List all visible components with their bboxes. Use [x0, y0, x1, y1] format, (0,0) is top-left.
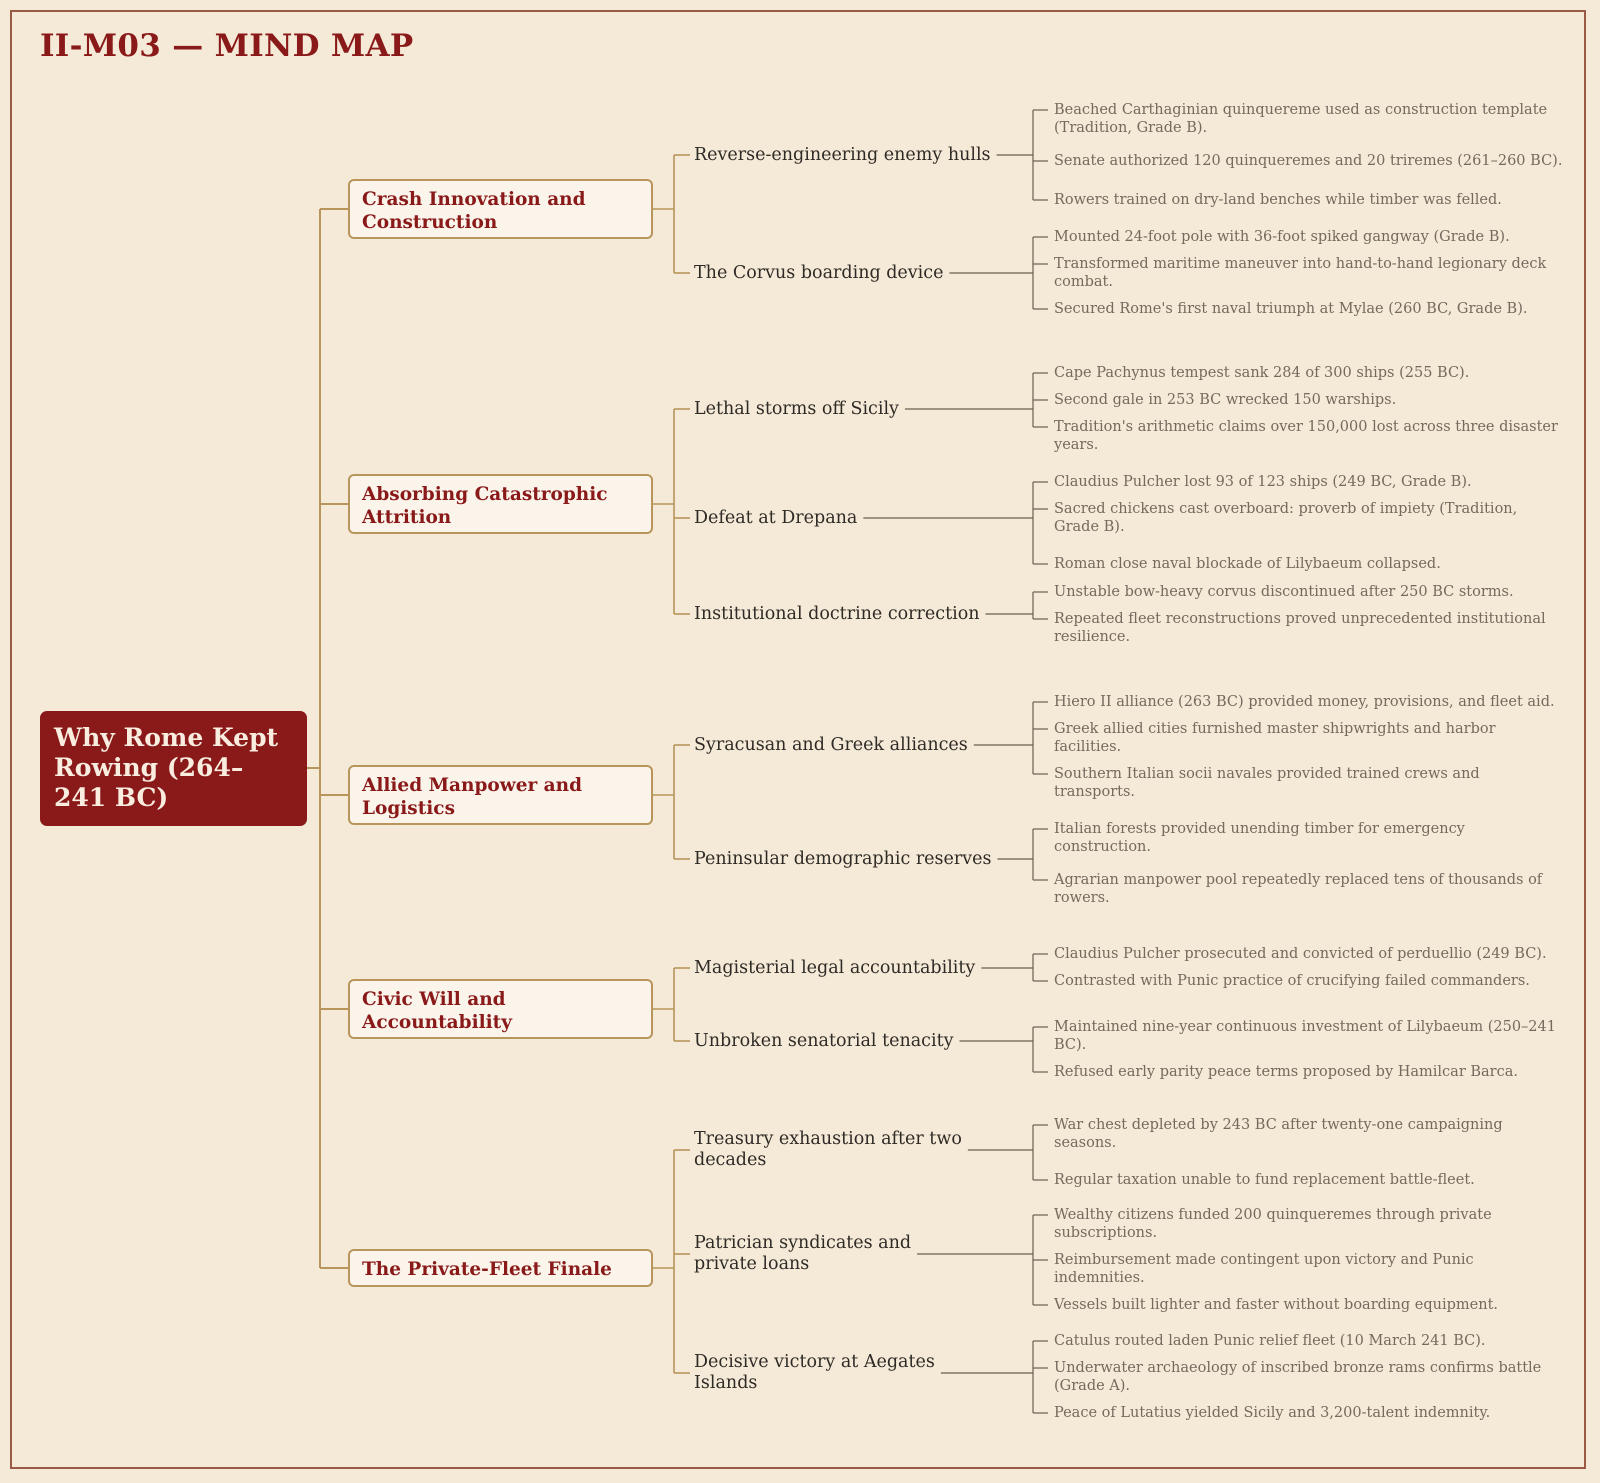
branch-node: Allied Manpower and Logistics: [348, 765, 653, 825]
subtopic-node: Reverse-engineering enemy hulls: [694, 144, 991, 165]
detail-point: Claudius Pulcher lost 93 of 123 ships (249 BC, Grade B).: [1054, 474, 1472, 490]
detail-point: War chest depleted by 243 BC after twenty-one campaigning seasons.: [1054, 1117, 1503, 1151]
detail-point: Beached Carthaginian quinquereme used as construction template (Tradition, Grade B).: [1054, 102, 1548, 136]
detail-point: Catulus routed laden Punic relief fleet (10 March 241 BC).: [1054, 1333, 1486, 1349]
detail-point: Mounted 24-foot pole with 36-foot spiked gangway (Grade B).: [1054, 229, 1510, 245]
detail-point: Unstable bow-heavy corvus discontinued after 250 BC storms.: [1054, 584, 1514, 600]
detail-point: Regular taxation unable to fund replacement battle-fleet.: [1054, 1172, 1475, 1188]
detail-point: Greek allied cities furnished master shipwrights and harbor facilities.: [1054, 721, 1496, 755]
detail-point: Peace of Lutatius yielded Sicily and 3,200-talent indemnity.: [1054, 1405, 1491, 1421]
branch-node: Civic Will and Accountability: [348, 979, 653, 1039]
detail-point: Rowers trained on dry-land benches while timber was felled.: [1054, 192, 1502, 208]
detail-point: Hiero II alliance (263 BC) provided money, provisions, and fleet aid.: [1054, 694, 1555, 710]
branch-node: Absorbing Catastrophic Attrition: [348, 474, 653, 534]
detail-point: Sacred chickens cast overboard: proverb of impiety (Tradition, Grade B).: [1054, 501, 1518, 535]
subtopic-node: Peninsular demographic reserves: [694, 848, 992, 869]
subtopic-node: The Corvus boarding device: [694, 262, 944, 283]
detail-point: Agrarian manpower pool repeatedly replaced tens of thousands of rowers.: [1054, 872, 1543, 906]
detail-point: Secured Rome's first naval triumph at Mylae (260 BC, Grade B).: [1054, 301, 1528, 317]
detail-point: Second gale in 253 BC wrecked 150 warships.: [1054, 392, 1397, 408]
detail-point: Tradition's arithmetic claims over 150,000 lost across three disaster years.: [1054, 419, 1558, 453]
detail-point: Italian forests provided unending timber for emergency construction.: [1054, 821, 1465, 855]
detail-point: Refused early parity peace terms proposed by Hamilcar Barca.: [1054, 1064, 1518, 1080]
detail-point: Reimbursement made contingent upon victory and Punic indemnities.: [1054, 1252, 1474, 1286]
branch-node: Crash Innovation and Construction: [348, 179, 653, 239]
detail-point: Senate authorized 120 quinqueremes and 20 triremes (261–260 BC).: [1054, 153, 1563, 169]
detail-point: Repeated fleet reconstructions proved unprecedented institutional resilience.: [1054, 611, 1546, 645]
detail-point: Cape Pachynus tempest sank 284 of 300 ships (255 BC).: [1054, 365, 1470, 381]
subtopic-node: Treasury exhaustion after two decades: [694, 1129, 962, 1170]
subtopic-node: Magisterial legal accountability: [694, 957, 976, 978]
detail-point: Vessels built lighter and faster without boarding equipment.: [1054, 1297, 1499, 1313]
detail-point: Roman close naval blockade of Lilybaeum collapsed.: [1054, 556, 1441, 572]
subtopic-node: Institutional doctrine correction: [694, 603, 980, 624]
subtopic-node: Patrician syndicates and private loans: [694, 1233, 912, 1274]
detail-point: Contrasted with Punic practice of crucifying failed commanders.: [1054, 973, 1530, 989]
detail-point: Claudius Pulcher prosecuted and convicted of perduellio (249 BC).: [1054, 946, 1547, 962]
detail-point: Southern Italian socii navales provided trained crews and transports.: [1054, 766, 1480, 800]
subtopic-node: Defeat at Drepana: [694, 507, 858, 528]
detail-point: Maintained nine-year continuous investment of Lilybaeum (250–241 BC).: [1054, 1019, 1556, 1053]
subtopic-node: Lethal storms off Sicily: [694, 398, 899, 419]
detail-point: Underwater archaeology of inscribed bronze rams confirms battle (Grade A).: [1054, 1360, 1542, 1394]
subtopic-node: Decisive victory at Aegates Islands: [694, 1352, 935, 1393]
detail-point: Wealthy citizens funded 200 quinqueremes through private subscriptions.: [1054, 1207, 1492, 1241]
page-title: II-M03 — MIND MAP: [40, 28, 414, 64]
subtopic-node: Unbroken senatorial tenacity: [694, 1030, 954, 1051]
branch-node: The Private-Fleet Finale: [348, 1249, 653, 1287]
detail-point: Transformed maritime maneuver into hand-to-hand legionary deck combat.: [1054, 256, 1547, 290]
root-node: Why Rome Kept Rowing (264–241 BC): [40, 711, 307, 826]
subtopic-node: Syracusan and Greek alliances: [694, 734, 968, 755]
